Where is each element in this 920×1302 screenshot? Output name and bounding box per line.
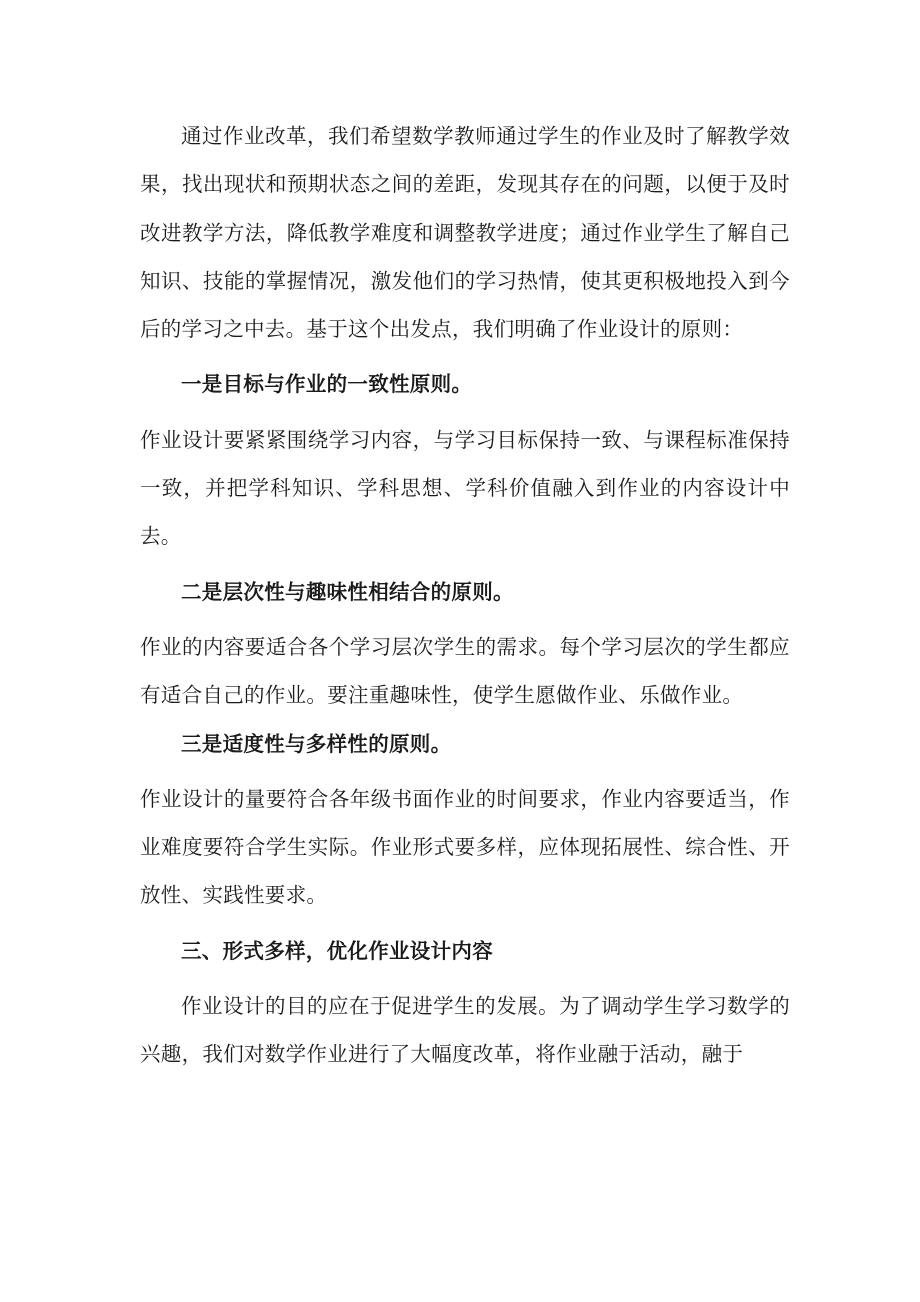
section-3-heading: 三、形式多样，优化作业设计内容 xyxy=(181,938,493,963)
principle-3-heading: 三是适度性与多样性的原则。 xyxy=(181,731,452,756)
principle-1-heading: 一是目标与作业的一致性原则。 xyxy=(181,372,473,397)
principle-3-body: 作业设计的量要符合各年级书面作业的时间要求，作业内容要适当，作业难度要符合学生实际。作业形式要多样，应体现拓展性、综合性、开放性、实践性要求。 xyxy=(140,786,790,908)
document-page xyxy=(140,112,790,1079)
intro-paragraph: 通过作业改革，我们希望数学教师通过学生的作业及时了解教学效果，找出现状和预期状态之间的差距，发现其存在的问题，以便于及时改进教学方法，降低教学难度和调整教学进度；通过作业学生了解自己知识、技能的掌握情况，激发他们的学习热情，使其更积极地投入到今后的学习之中去。基于这个出发点，我们明确了作业设计的原则： xyxy=(140,124,790,342)
principle-2-heading: 二是层次性与趣味性相结合的原则。 xyxy=(181,579,514,604)
principle-2-body: 作业的内容要适合各个学习层次学生的需求。每个学习层次的学生都应有适合自己的作业。要注重趣味性，使学生愿做作业、乐做作业。 xyxy=(140,634,790,708)
section-3-body: 作业设计的目的应在于促进学生的发展。为了调动学生学习数学的兴趣，我们对数学作业进行了大幅度改革，将作业融于活动，融于 xyxy=(140,994,790,1067)
principle-1-body: 作业设计要紧紧围绕学习内容，与学习目标保持一致、与课程标准保持一致，并把学科知识、学科思想、学科价值融入到作业的内容设计中去。 xyxy=(140,427,790,549)
